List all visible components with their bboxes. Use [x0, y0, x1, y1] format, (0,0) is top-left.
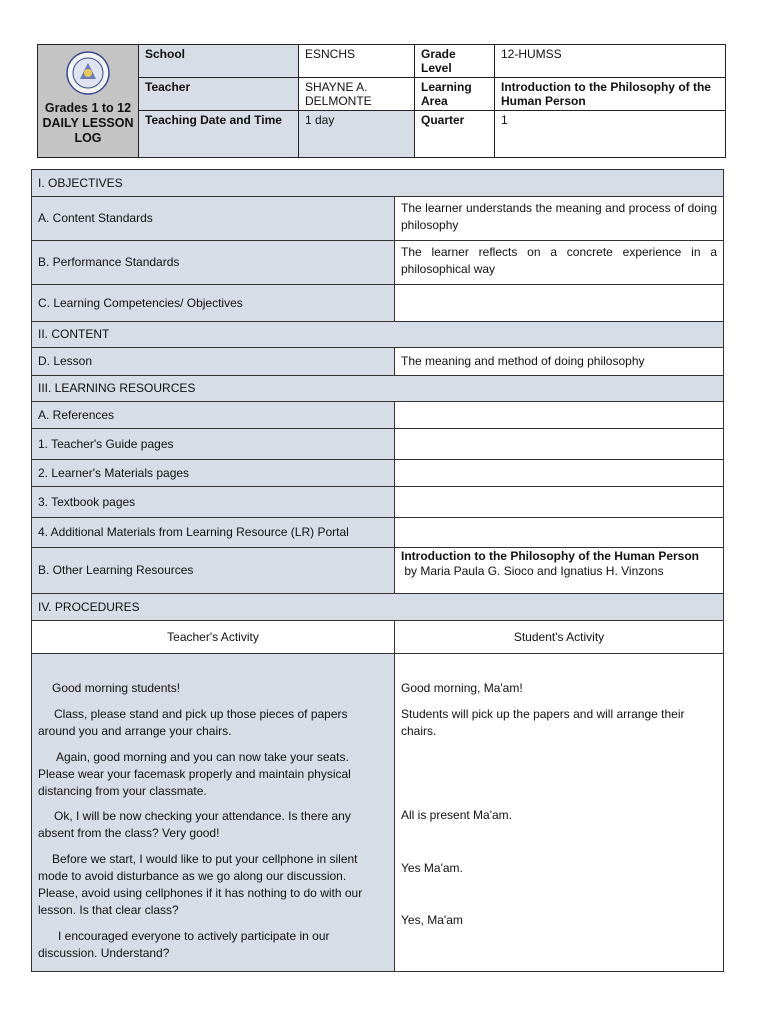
learning-area-label: Learning Area	[415, 78, 495, 111]
student-line-4: Yes Ma'am.	[401, 861, 463, 875]
content-standards-value: The learner understands the meaning and process of doing philosophy	[395, 197, 724, 241]
teachers-guide-value	[395, 429, 724, 460]
deped-seal-icon	[66, 51, 110, 95]
competencies-label: C. Learning Competencies/ Objectives	[32, 285, 395, 322]
lesson-log-header	[37, 44, 726, 158]
student-line-2: Students will pick up the papers and will arrange their chairs.	[401, 707, 685, 738]
other-resources-authors: by Maria Paula G. Sioco and Ignatius H. Vinzons	[401, 564, 664, 578]
lesson-label: D. Lesson	[32, 348, 395, 376]
logo-cell	[38, 45, 139, 158]
quarter-value: 1	[495, 111, 726, 158]
lesson-plan-table	[31, 169, 724, 972]
teacher-value: SHAYNE A. DELMONTE	[299, 78, 415, 111]
content-standards-label: A. Content Standards	[32, 197, 395, 241]
teacher-line-6: I encouraged everyone to actively participate in our discussion. Understand?	[38, 929, 330, 960]
quarter-label: Quarter	[415, 111, 495, 158]
teacher-line-2: Class, please stand and pick up those pieces of papers around you and arrange your chairs.	[38, 707, 348, 738]
references-value	[395, 402, 724, 429]
student-line-1: Good morning, Ma'am!	[401, 681, 523, 695]
learning-area-value: Introduction to the Philosophy of the Human Person	[495, 78, 726, 111]
teacher-label: Teacher	[139, 78, 299, 111]
other-resources-title: Introduction to the Philosophy of the Human Person	[401, 549, 699, 563]
teacher-activity-cell	[32, 654, 395, 972]
textbook-value	[395, 487, 724, 518]
lesson-value: The meaning and method of doing philosophy	[395, 348, 724, 376]
learners-materials-label: 2. Learner's Materials pages	[32, 460, 395, 487]
learners-materials-value	[395, 460, 724, 487]
school-value: ESNCHS	[299, 45, 415, 78]
additional-materials-value	[395, 518, 724, 548]
student-line-3: All is present Ma'am.	[401, 808, 512, 822]
logo-line3: LOG	[74, 131, 102, 145]
teacher-activity-header: Teacher's Activity	[32, 621, 395, 654]
teacher-line-5: Before we start, I would like to put your cellphone in silent mode to avoid disturbance as we go along our discussion. Please, avoid using cellphones if it has nothing to do with our lesson. Is that clear class?	[38, 852, 363, 917]
teaching-date-value: 1 day	[299, 111, 415, 158]
procedures-heading: IV. PROCEDURES	[32, 594, 724, 621]
other-resources-label: B. Other Learning Resources	[32, 548, 395, 594]
student-activity-cell	[395, 654, 724, 972]
teacher-line-1: Good morning students!	[52, 681, 181, 695]
school-label: School	[139, 45, 299, 78]
competencies-value	[395, 285, 724, 322]
textbook-label: 3. Textbook pages	[32, 487, 395, 518]
other-resources-value	[395, 548, 724, 594]
content-heading: II. CONTENT	[32, 322, 724, 348]
learning-resources-heading: III. LEARNING RESOURCES	[32, 376, 724, 402]
additional-materials-label: 4. Additional Materials from Learning Resource (LR) Portal	[32, 518, 395, 548]
student-activity-header: Student's Activity	[395, 621, 724, 654]
objectives-heading: I. OBJECTIVES	[32, 170, 724, 197]
teaching-date-label: Teaching Date and Time	[139, 111, 299, 158]
references-label: A. References	[32, 402, 395, 429]
logo-title: Grades 1 to 12	[44, 101, 132, 115]
performance-standards-value: The learner reflects on a concrete experience in a philosophical way	[395, 241, 724, 285]
teacher-line-3: Again, good morning and you can now take your seats. Please wear your facemask properly and maintain physical distancing from your classmate.	[38, 750, 351, 798]
grade-level-value: 12-HUMSS	[495, 45, 726, 78]
teacher-line-4: Ok, I will be now checking your attendance. Is there any absent from the class? Very good!	[38, 809, 351, 840]
student-line-5: Yes, Ma'am	[401, 913, 463, 927]
performance-standards-label: B. Performance Standards	[32, 241, 395, 285]
teachers-guide-label: 1. Teacher's Guide pages	[32, 429, 395, 460]
logo-line2: DAILY LESSON	[42, 116, 134, 130]
grade-level-label: Grade Level	[415, 45, 495, 78]
